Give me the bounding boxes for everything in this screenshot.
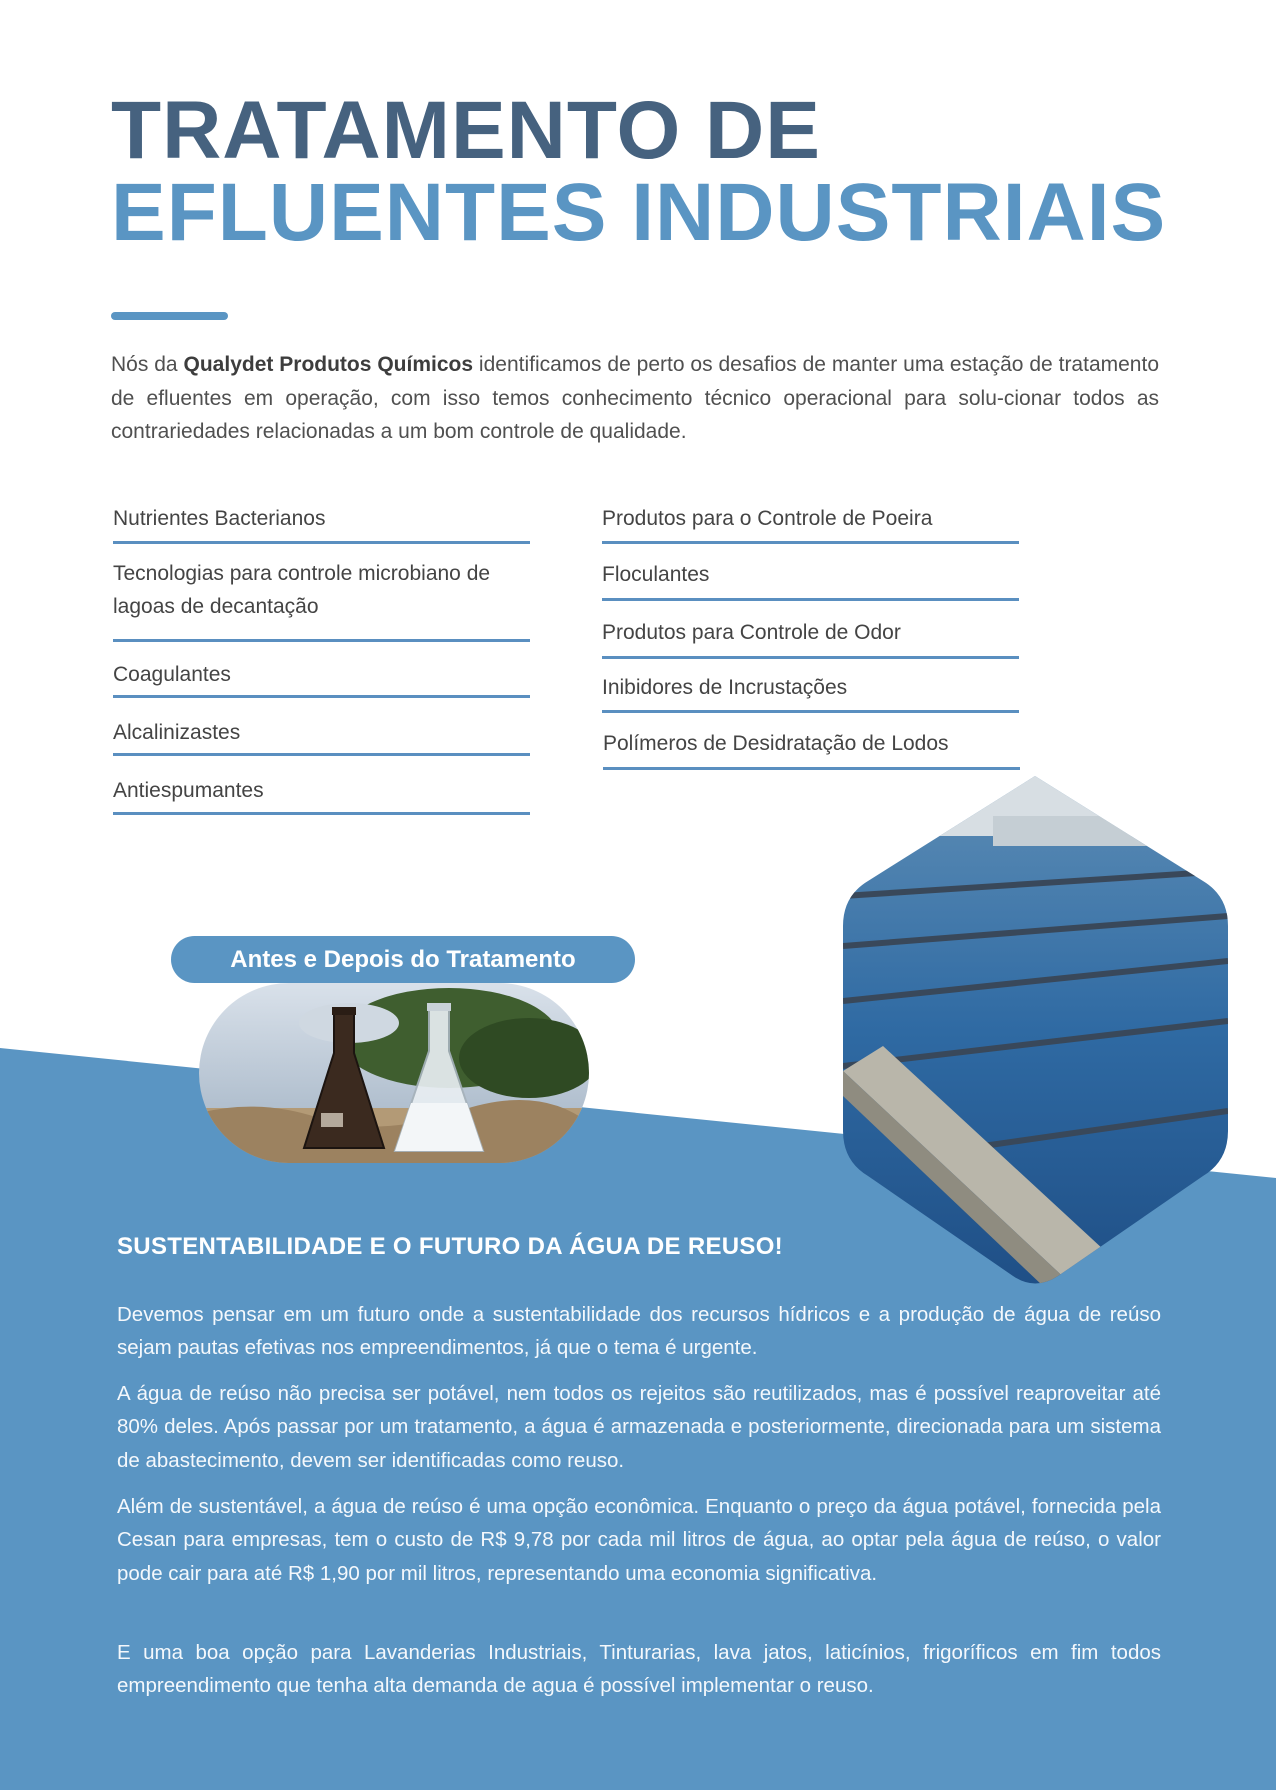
intro-text: identificamos de perto os desafios de manter uma estação de tratamento de efluentes em operação, com isso temos conhecimento técnico operacional para solu-cionar todos as contrariedades relacionadas a um bom controle de qualidade.: [111, 353, 1159, 443]
title-accent-bar: [111, 312, 228, 320]
before-after-label: Antes e Depois do Tratamento: [171, 936, 635, 983]
page-title-line-2: EFLUENTES INDUSTRIAIS: [111, 167, 1167, 258]
product-item: Antiespumantes: [113, 768, 530, 815]
company-name: Qualydet Produtos Químicos: [183, 353, 474, 376]
product-item: Produtos para Controle de Odor: [602, 610, 1019, 659]
sustainability-paragraph: A água de reúso não precisa ser potável, nem todos os rejeitos são reutilizados, mas é possível reaproveitar até 80% deles. Após passar por um tratamento, a água é armazenada e posteriormente, direcionada para um sistema de abastecimento, devem ser identificadas como reuso.: [117, 1382, 1161, 1472]
product-item: Coagulantes: [113, 652, 530, 698]
intro-prefix: Nós da: [111, 353, 184, 376]
product-item: Nutrientes Bacterianos: [113, 496, 530, 544]
sustainability-paragraph: E uma boa opção para Lavanderias Industriais, Tinturarias, lava jatos, laticínios, frigoríficos em fim todos empreendimento que tenha alta demanda de agua é possível implementar o reuso.: [117, 1641, 1161, 1698]
sustainability-title: SUSTENTABILIDADE E O FUTURO DA ÁGUA DE REUSO!: [117, 1233, 783, 1260]
before-after-flasks-image: [199, 983, 589, 1163]
intro-paragraph: [111, 348, 1159, 449]
product-item: Floculantes: [602, 552, 1019, 601]
product-item: Inibidores de Incrustações: [602, 665, 1019, 713]
product-item: Polímeros de Desidratação de Lodos: [603, 721, 1020, 770]
sustainability-paragraph: Devemos pensar em um futuro onde a sustentabilidade dos recursos hídricos e a produção de água de reúso sejam pautas efetivas nos empreendimentos, já que o tema é urgente.: [117, 1303, 1161, 1360]
page-title-line-1: TRATAMENTO DE: [111, 85, 821, 176]
water-treatment-tank-image: [843, 776, 1228, 1286]
product-item: Tecnologias para controle microbiano de lagoas de decantação: [113, 551, 530, 642]
product-item: Alcalinizastes: [113, 710, 530, 756]
sustainability-paragraph: Além de sustentável, a água de reúso é uma opção econômica. Enquanto o preço da água potável, fornecida pela Cesan para empresas, tem o custo de R$ 9,78 por cada mil litros de água, ao optar pela água de reúso, o valor pode cair para até R$ 1,90 por mil litros, representando uma economia significativa.: [117, 1495, 1161, 1585]
product-item: Produtos para o Controle de Poeira: [602, 496, 1019, 544]
